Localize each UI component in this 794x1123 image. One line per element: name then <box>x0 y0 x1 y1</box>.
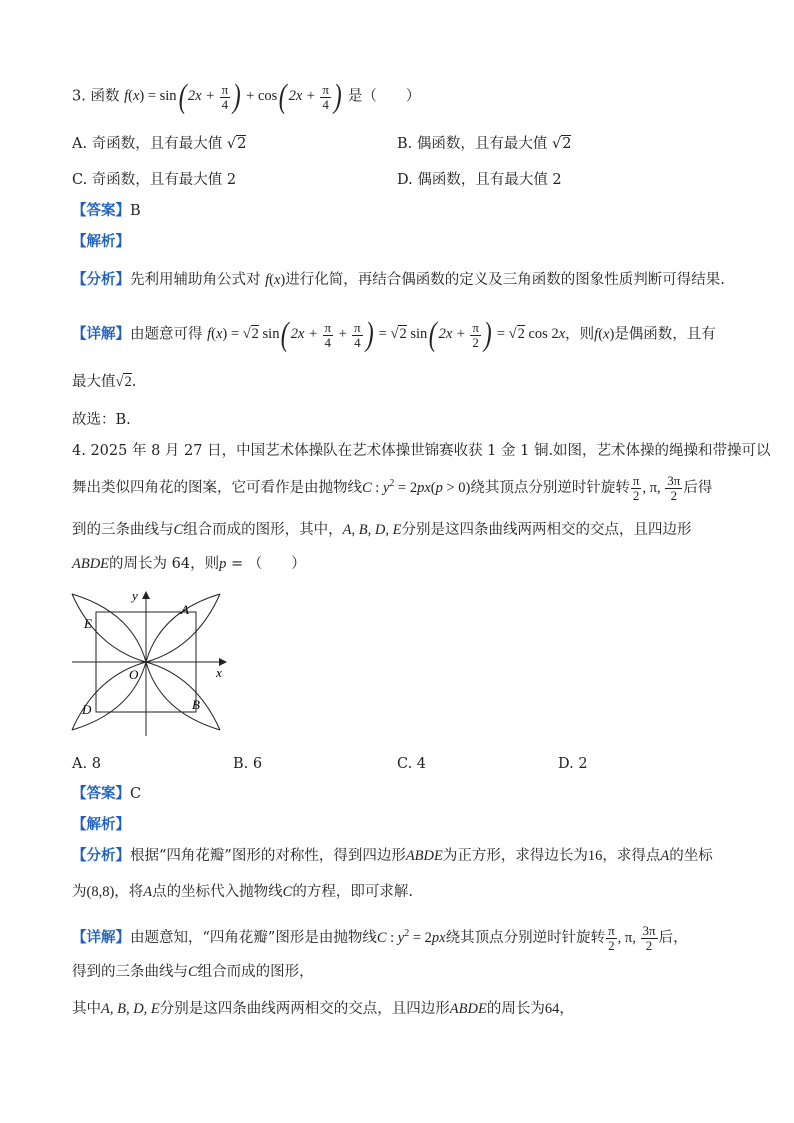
fenxi-text-post: 进行化简，再结合偶函数的定义及三角函数的图象性质判断可得结果. <box>285 272 725 288</box>
a-symbol: A <box>143 884 153 900</box>
fenxi-tag: 【分析】 <box>72 271 130 288</box>
option-letter: B. <box>397 136 413 152</box>
label-x: x <box>216 665 222 680</box>
q4-text: 到的三条曲线与 <box>72 522 174 538</box>
q3-option-c <box>72 170 236 190</box>
q4-text: 组合而成的图形，其中， <box>183 522 343 538</box>
option-letter: A. <box>72 136 88 152</box>
max-text: 最大值 <box>72 374 116 390</box>
fenxi-tag: 【分析】 <box>72 847 130 864</box>
c-symbol: C <box>188 964 198 980</box>
q3-derivation: f(x) = √2 sin( 2x + $\frac{\pi}{4}$ + $\frac{\pi}{4}$ ) = √2 sin( 2x + $\frac{\pi}{2}$ ) = √2 cos 2x <box>207 316 566 353</box>
label-y: y <box>132 588 138 603</box>
q4-xiangjie-line3 <box>72 999 574 1019</box>
q4-xiangjie-line1 <box>72 924 688 953</box>
q3-stem <box>72 80 420 114</box>
xiangjie-tag: 【详解】 <box>72 928 130 946</box>
four-petal-figure <box>70 588 230 740</box>
q4-line2 <box>72 474 712 503</box>
q4-fenxi-line1 <box>72 846 713 866</box>
xiangjie-text: 由题意知，“四角花瓣”图形是由抛物线 <box>130 929 377 946</box>
q4-option-b: B. 6 <box>233 756 263 772</box>
q3-guxuan <box>72 410 131 430</box>
fenxi-text: 点的坐标代入抛物线 <box>152 884 283 900</box>
q4-option-c: C. 4 <box>397 756 427 772</box>
q3-option-a <box>72 134 246 154</box>
xiangjie-mid: ，则 <box>565 326 595 343</box>
fx-symbol: f(x) <box>594 326 615 343</box>
xiangjie-text: 的周长为 <box>486 1001 545 1017</box>
q3-option-d <box>397 170 562 190</box>
answer-value: C <box>130 786 142 802</box>
q4-option-a: A. 8 <box>72 756 101 772</box>
q3-option-b <box>397 134 571 154</box>
option-text: 偶函数，且有最大值 2 <box>417 172 562 188</box>
q4-text: 的周长为 64，则 <box>109 556 220 572</box>
c-symbol: C <box>173 522 184 538</box>
c-symbol: C <box>282 884 293 900</box>
xiangjie-text: 分别是这四条曲线两两相交的交点，且四边形 <box>159 1001 450 1017</box>
q4-xiangjie-line2 <box>72 962 314 982</box>
angles: $\frac{\pi}{2}$ , π, $\frac{3\pi}{2}$ <box>632 473 681 503</box>
perimeter-value: 64 <box>544 1001 560 1017</box>
sqrt2: √2 <box>115 374 132 390</box>
label-o: O <box>129 667 139 682</box>
xiangjie-text: 其中 <box>72 1001 101 1017</box>
xiangjie-text: 后， <box>658 929 688 946</box>
analysis-tag: 【解析】 <box>72 816 130 833</box>
points-symbol: A, B, D, E <box>101 1001 160 1017</box>
fenxi-text: 为 <box>72 884 87 900</box>
abde-symbol: ABDE <box>72 556 110 572</box>
q3-answer <box>72 201 141 221</box>
q4-text: 绕其顶点分别逆时针旋转 <box>470 479 630 496</box>
label-e: E <box>84 616 92 631</box>
xiangjie-text: 由题意可得 <box>130 326 203 343</box>
fenxi-text: 的坐标 <box>669 848 713 864</box>
xiangjie-text: 绕其顶点分别逆时针旋转 <box>445 929 606 946</box>
q3-fenxi <box>72 270 725 290</box>
answer-value: B <box>130 203 141 219</box>
abde-symbol: ABDE <box>405 848 443 864</box>
label-d: D <box>82 702 92 717</box>
sqrt2: √2 <box>226 136 247 152</box>
option-text: 奇函数，且有最大值 2 <box>91 172 237 188</box>
q3-max-line: 最大值√2. <box>72 374 137 390</box>
q4-text: 分别是这四条曲线两两相交的交点，且四边形 <box>401 522 692 538</box>
q4-line3 <box>72 520 691 540</box>
q4-text: （ ） <box>247 556 306 572</box>
option-text: 偶函数，且有最大值 <box>416 136 548 152</box>
choose-text: 故选：B. <box>72 412 131 428</box>
point-coord: (8,8) <box>86 884 115 900</box>
fenxi-text: ，求得点 <box>602 848 661 864</box>
option-letter: C. <box>72 172 88 188</box>
q4-analysis <box>72 815 130 835</box>
abde-symbol: ABDE <box>449 1001 487 1017</box>
label-b: B <box>192 697 200 712</box>
q4-text: 舞出类似四角花的图案，它可看作是由抛物线 <box>72 479 362 496</box>
q4-line4: ABDE的周长为 64，则p = （ ） <box>72 556 306 572</box>
xiangjie-post: 是偶函数，且有 <box>614 326 716 343</box>
sqrt2: √2 <box>551 136 572 152</box>
fx-symbol: f(x) <box>265 272 286 288</box>
label-a: A <box>181 602 189 617</box>
xiangjie-tag: 【详解】 <box>72 325 130 343</box>
answer-tag: 【答案】 <box>72 202 130 219</box>
q3-xiangjie <box>72 318 716 352</box>
q3-number: 3. <box>72 88 86 105</box>
q4-option-d: D. 2 <box>558 756 588 772</box>
q3-formula: f(x) = sin( 2x + $\frac{\pi}{4}$ ) + cos( 2x + $\frac{\pi}{4}$ ) <box>124 78 342 115</box>
q3-tail: 是（ ） <box>347 88 421 105</box>
parabola-eq: C : $y^2 = 2px$ <box>376 928 446 946</box>
xiangjie-text: 得到的三条曲线与 <box>72 964 188 980</box>
analysis-tag: 【解析】 <box>72 233 130 250</box>
option-letter: D. <box>397 172 413 188</box>
fenxi-text: 的方程，即可求解. <box>292 884 413 900</box>
q3-analysis <box>72 232 130 252</box>
a-symbol: A <box>660 848 670 864</box>
p-symbol: p <box>219 556 227 572</box>
q4-text: 4. 2025 年 8 月 27 日，中国艺术体操队在艺术体操世锦赛收获 1 金 1 铜.如图，艺术体操的绳操和带操可以 <box>72 443 771 459</box>
fenxi-text: 根据“四角花瓣”图形的对称性，得到四边形 <box>130 848 406 864</box>
q4-line1 <box>72 441 771 461</box>
points-symbol: A, B, D, E <box>342 522 402 538</box>
angles: $\frac{\pi}{2}$ , π, $\frac{3\pi}{2}$ <box>608 923 656 953</box>
answer-tag: 【答案】 <box>72 785 130 802</box>
parabola-eq: C : $y^2 = 2px(p > 0)$ <box>362 478 471 496</box>
fenxi-text: ，将 <box>114 884 144 900</box>
fenxi-text: 先利用辅助角公式对 <box>130 272 261 288</box>
q4-text: 后得 <box>683 479 713 496</box>
q3-func-label: 函数 <box>90 88 120 105</box>
side-length: 16 <box>587 848 603 864</box>
q4-answer <box>72 784 141 804</box>
fenxi-text: 为正方形，求得边长为 <box>442 848 588 864</box>
xiangjie-text: 组合而成的图形， <box>197 964 314 980</box>
option-text: 奇函数，且有最大值 <box>91 136 223 152</box>
q4-fenxi-line2 <box>72 882 413 902</box>
xiangjie-text: ， <box>559 1001 574 1017</box>
